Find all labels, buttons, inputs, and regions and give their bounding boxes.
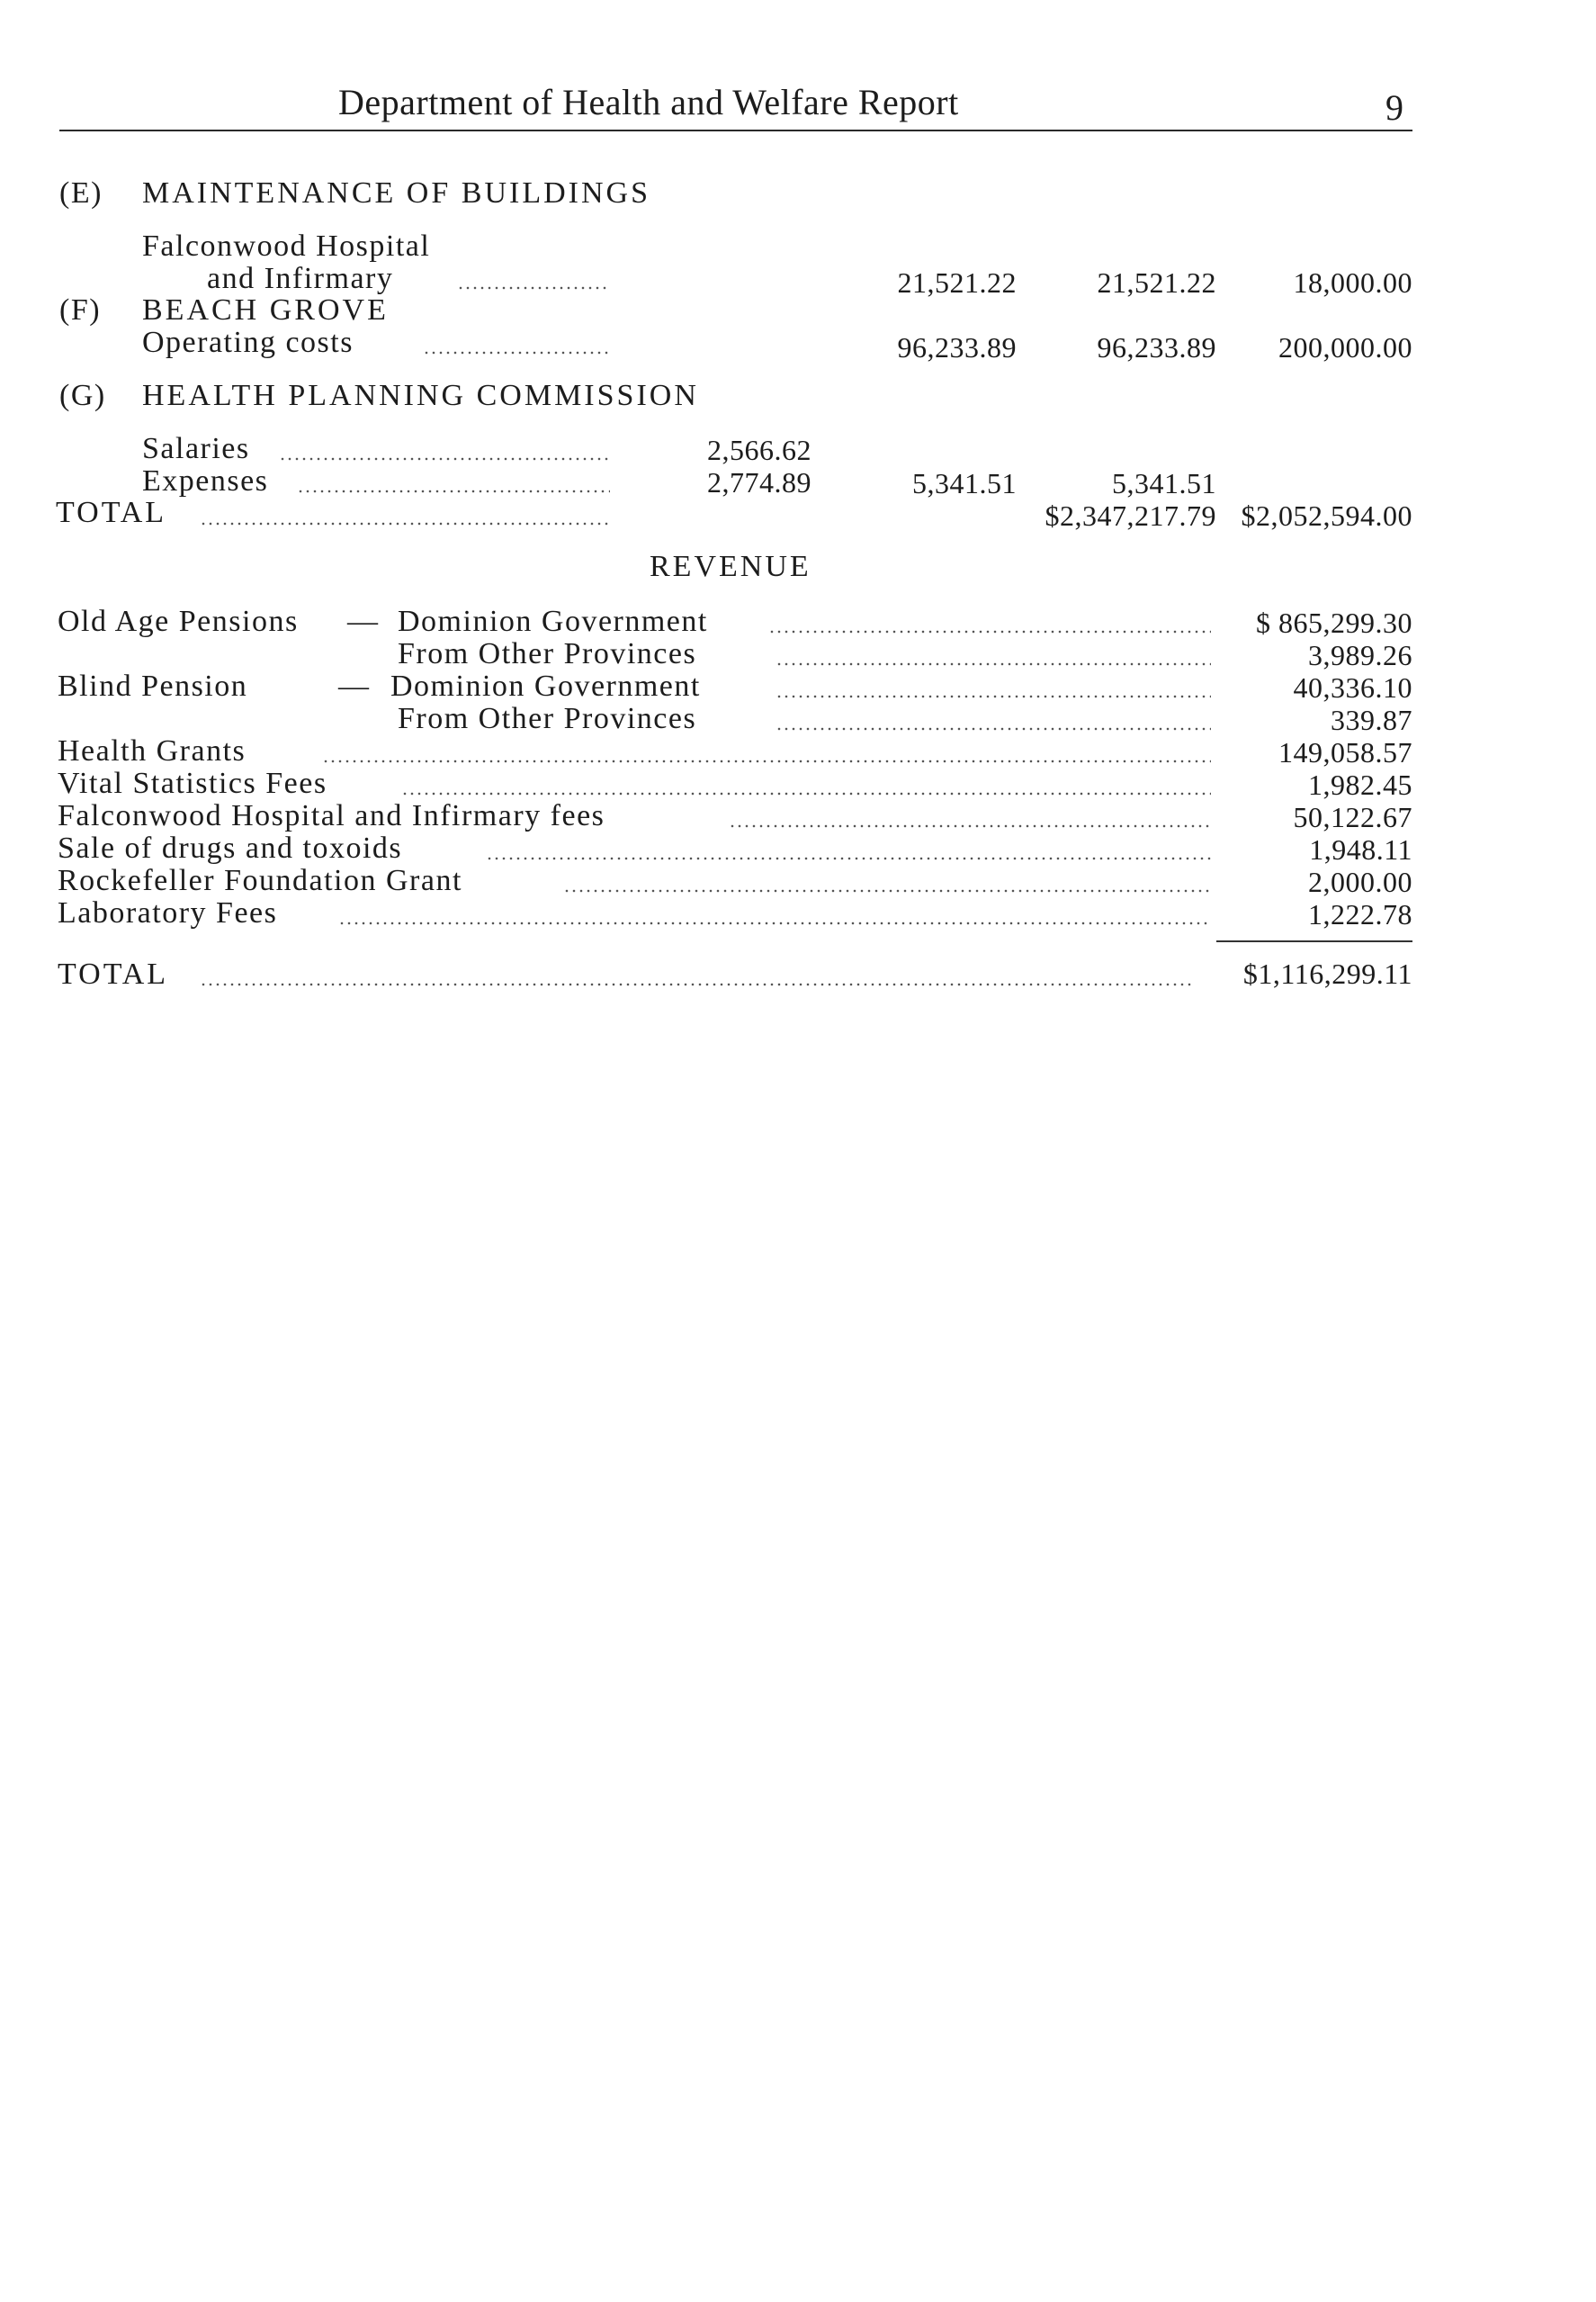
leader-dots: [279, 457, 610, 461]
revenue-row-label: Health Grants: [58, 734, 247, 768]
revenue-row-amount: 1,222.78: [1308, 898, 1412, 931]
leader-dots: [297, 490, 610, 493]
leader-dots: [423, 351, 610, 355]
expenditure-total-col3: $2,347,217.79: [1045, 499, 1216, 532]
revenue-row-amount: 50,122.67: [1293, 801, 1412, 833]
section-e-col4: 18,000.00: [1293, 266, 1412, 299]
revenue-row-sub: Dominion Government: [390, 670, 701, 703]
salaries-col1: 2,566.62: [707, 434, 811, 466]
leader-dots: [776, 695, 1211, 698]
revenue-row-amount: 1,948.11: [1309, 833, 1412, 866]
leader-dots: [457, 286, 610, 290]
expenditure-total-col4: $2,052,594.00: [1241, 499, 1412, 532]
section-f-col4: 200,000.00: [1278, 331, 1412, 364]
header-rule: [59, 130, 1412, 131]
expenses-label: Expenses: [142, 464, 269, 498]
section-e-letter: (E): [59, 176, 103, 210]
revenue-row-amount: 40,336.10: [1293, 671, 1412, 704]
revenue-row-dash: —: [338, 670, 371, 703]
revenue-row-label: Falconwood Hospital and Infirmary fees: [58, 799, 605, 832]
revenue-total-amount: $1,116,299.11: [1242, 958, 1412, 990]
revenue-row-label: Old Age Pensions: [58, 605, 299, 638]
section-e-col2: 21,521.22: [897, 266, 1017, 299]
section-f-letter: (F): [59, 293, 102, 327]
revenue-row-label: Vital Statistics Fees: [58, 767, 327, 800]
revenue-total-label: TOTAL: [58, 958, 169, 991]
sum-rule: [1216, 940, 1412, 942]
revenue-row-dash: —: [347, 605, 380, 638]
revenue-row-label: Laboratory Fees: [58, 896, 278, 930]
leader-dots: [729, 824, 1211, 828]
leader-dots: [401, 792, 1211, 796]
revenue-row-label: Blind Pension: [58, 670, 248, 703]
revenue-heading: REVENUE: [650, 550, 811, 583]
revenue-row-amount: 3,989.26: [1308, 639, 1412, 671]
section-f-col3: 96,233.89: [1097, 331, 1216, 364]
leader-dots: [768, 630, 1211, 634]
revenue-row-label: Rockefeller Foundation Grant: [58, 864, 462, 897]
revenue-row-sub: From Other Provinces: [398, 637, 697, 670]
expenses-col1: 2,774.89: [707, 466, 811, 499]
page-number: 9: [1385, 87, 1403, 128]
leader-dots: [200, 522, 610, 526]
section-e-heading: MAINTENANCE OF BUILDINGS: [142, 176, 650, 210]
section-g-letter: (G): [59, 379, 106, 412]
section-g-col3: 5,341.51: [1112, 467, 1216, 499]
leader-dots: [486, 857, 1211, 860]
section-g-col2: 5,341.51: [912, 467, 1017, 499]
leader-dots: [776, 662, 1211, 666]
expenditure-total-label: TOTAL: [56, 496, 167, 529]
revenue-row-label: Sale of drugs and toxoids: [58, 832, 403, 865]
revenue-row-amount: 1,982.45: [1308, 769, 1412, 801]
section-e-item-line1: Falconwood Hospital: [142, 229, 431, 263]
leader-dots: [200, 983, 1193, 986]
section-g-heading: HEALTH PLANNING COMMISSION: [142, 379, 699, 412]
revenue-row-sub: From Other Provinces: [398, 702, 697, 735]
page-title: Department of Health and Welfare Report: [338, 82, 959, 122]
revenue-row-amount: 2,000.00: [1308, 866, 1412, 898]
revenue-row-amount: 149,058.57: [1278, 736, 1412, 769]
leader-dots: [338, 922, 1211, 925]
section-f-col2: 96,233.89: [897, 331, 1017, 364]
revenue-row-amount: 339.87: [1331, 704, 1412, 736]
section-e-col3: 21,521.22: [1097, 266, 1216, 299]
leader-dots: [776, 727, 1211, 731]
leader-dots: [563, 889, 1211, 893]
leader-dots: [322, 760, 1211, 763]
salaries-label: Salaries: [142, 432, 250, 465]
section-f-heading: BEACH GROVE: [142, 293, 389, 327]
revenue-row-sub: Dominion Government: [398, 605, 708, 638]
section-f-item: Operating costs: [142, 326, 354, 359]
section-e-item-line2: and Infirmary: [207, 262, 394, 295]
revenue-row-amount: $ 865,299.30: [1256, 607, 1412, 639]
